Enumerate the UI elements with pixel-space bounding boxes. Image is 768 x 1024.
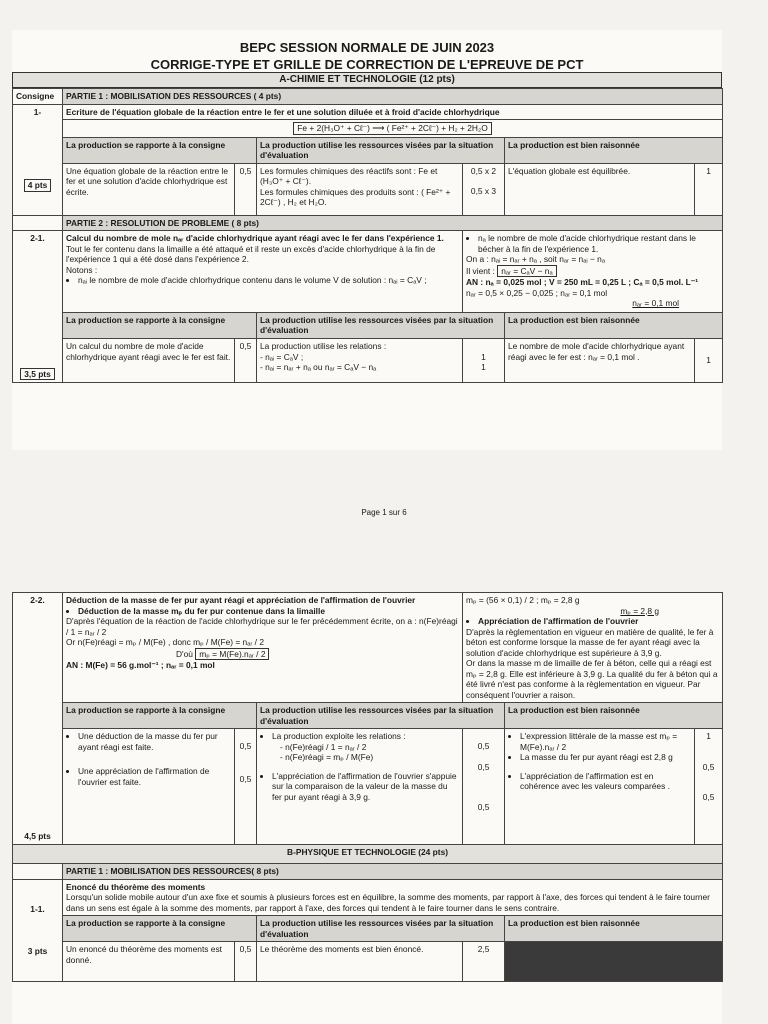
q21-raisonnee-pts: 1 (695, 339, 723, 383)
partie1-header: PARTIE 1 : MOBILISATION DES RESSOURCES ( 4 pts) (63, 89, 723, 105)
col-consigne: La production se rapporte à la consigne (63, 137, 257, 163)
q1-ressources-text: Les formules chimiques des réactifs sont : Fe et (H₃O⁺ + Cℓ⁻). Les formules chimiques des produits sont : ( Fe²⁺ + 2Cℓ⁻) , H₂ et H₂O. (257, 163, 463, 215)
q11-consigne-text: Un enoncé du théorème des moments est donné. (63, 942, 235, 982)
q21-raisonnee-text: Le nombre de mole d'acide chlorhydrique ayant réagi avec le fer est : nₐᵣ = 0,1 mol . (505, 339, 695, 383)
q22-ressources-pts: 0,5 0,5 0,5 (463, 729, 505, 845)
document-title: BEPC SESSION NORMALE DE JUIN 2023 (239, 40, 495, 55)
page-number: Page 1 sur 6 (361, 508, 407, 517)
q1-title: Ecriture de l'équation globale de la réaction entre le fer et une solution diluée et à froid d'acide chlorhydrique (63, 104, 723, 120)
q1-consigne-text: Une équation globale de la réaction entre le fer et une solution d'acide chlorhydrique est écrite. (63, 163, 235, 215)
partie2-header: PARTIE 2 : RESOLUTION DE PROBLEME ( 8 pts) (63, 215, 723, 231)
q21-consigne-pts: 0,5 (235, 339, 257, 383)
col-consigne-4: La production se rapporte à la consigne (63, 916, 257, 942)
partieB1-header: PARTIE 1 : MOBILISATION DES RESSOURCES( 8 pts) (63, 864, 723, 880)
q22-points: 4,5 pts (24, 830, 51, 841)
q21-ressources-text: La production utilise les relations : - nₐᵢ = CₐV ; - nₐᵢ = nₐᵣ + nₐ ou nₐᵣ = CₐV − nₐ (257, 339, 463, 383)
q1-raisonnee-pts: 1 (695, 163, 723, 215)
q11-ressources-pts: 2,5 (463, 942, 505, 982)
col-consigne-3: La production se rapporte à la consigne (63, 703, 257, 729)
q21-number: 2-1. 3,5 pts (13, 231, 63, 383)
q22-right-block: mₚ = (56 × 0,1) / 2 ; mₚ = 2,8 g mₚ = 2,8 g • Appréciation de l'affirmation de l'ouvrier D'après la règlementation en vigueur en matière de qualité, le fer à béton est conforme lorsque la masse de fer ayant réagi avec la solution d'acide chlorhydrique est supérieure à 3,9 g. Or dans la masse m de limaille de fer à béton, celle qui a réagi est mₚ = 2,8 g. Elle est inférieure à 3,9 g. La qualité du fer à béton qui a été livré n'est pas conforme à la règlementation en vigueur. Par conséquent l'ouvrier a raison. (463, 593, 723, 703)
q11-number: 1-1. 3 pts (13, 879, 63, 982)
q21-points: 3,5 pts (20, 368, 55, 381)
q21-boxed-formula: nₐᵣ = CₐV − nₐ (497, 265, 556, 278)
q1-points: 4 pts (24, 179, 52, 192)
col-ressources-2: La production utilise les ressources visées par la situation d'évaluation (257, 312, 505, 338)
q22-number: 2-2. 4,5 pts (13, 593, 63, 845)
q1-ressources-pts: 0,5 x 2 0,5 x 3 (463, 163, 505, 215)
q22-ressources-text: • La production exploite les relations : - n(Fe)réagi / 1 = nₐᵣ / 2 - n(Fe)réagi = mₚ / M(Fe) • L'appréciation de l'affirmation de l'ouvrier s'appuie sur la comparaison de la valeur de la masse du fer pur ayant réagi à 3,9 g. (257, 729, 463, 845)
q21-consigne-text: Un calcul du nombre de mole d'acide chlorhydrique ayant réagi avec le fer est fait. (63, 339, 235, 383)
q22-boxed-formula: mₚ = M(Fe).nₐᵣ / 2 (195, 648, 269, 661)
q21-right-block: • nₐ le nombre de mole d'acide chlorhydrique restant dans le bécher à la fin de l'expérience 1. On a : nₐᵢ = nₐᵣ + nₐ , soit nₐᵣ = nₐᵢ − nₐ Il vient : nₐᵣ = CₐV − nₐ AN : nₐ = 0,025 mol ; V = 250 mL = 0,25 L ; Cₐ = 0,5 mol. L⁻¹ nₐᵣ = 0,5 × 0,25 − 0,025 ; nₐᵣ = 0,1 mol nₐᵣ = 0,1 mol (463, 231, 723, 313)
col-consigne-2: La production se rapporte à la consigne (63, 312, 257, 338)
col-raisonnee-3: La production est bien raisonnée (505, 703, 723, 729)
q22-raisonnee-text: • L'expression littérale de la masse est mₚ = M(Fe).nₐᵣ / 2 • La masse du fer pur ayant réagi est 2,8 g • L'appréciation de l'affirmation est en cohérence avec les valeurs comparées . (505, 729, 695, 845)
q22-raisonnee-pts: 1 0,5 0,5 (695, 729, 723, 845)
grid-page1 (12, 88, 723, 383)
q21-left-block: Calcul du nombre de mole nₐᵣ d'acide chlorhydrique ayant réagi avec le fer dans l'expérience 1. Tout le fer contenu dans la limaille a été attaqué et il reste un excès d'acide chlorhydrique à la fin de l'expérience 1 qui a été dosé dans l'expérience 2. Notons : • nₐᵢ le nombre de mole d'acide chlorhydrique contenu dans le volume V de solution : nₐᵢ = CₐV ; (63, 231, 463, 313)
col-ressources-3: La production utilise les ressources visées par la situation d'évaluation (257, 703, 505, 729)
q1-consigne-pts: 0,5 (235, 163, 257, 215)
q22-consigne-text: • Une déduction de la masse du fer pur ayant réagi est faite. • Une appréciation de l'affirmation de l'ouvrier est faite. (63, 729, 235, 845)
q11-block: Enoncé du théorème des moments Lorsqu'un solide mobile autour d'un axe fixe et soumis à plusieurs forces est en équilibre, la somme des moments, par rapport à l'axe, des forces qui tendent à le faire tourner dans un sens est égale à la somme des moments, par rapport à l'axe, des forces qui tendent à le faire tourner dans le sens contraire. (63, 879, 723, 916)
q11-ressources-text: Le théorème des moments est bien énoncé. (257, 942, 463, 982)
col-raisonnee: La production est bien raisonnée (505, 137, 723, 163)
q11-raisonnee-shaded (505, 942, 723, 982)
section-b-header: B-PHYSIQUE ET TECHNOLOGIE (24 pts) (13, 845, 723, 864)
consigne-label: Consigne (13, 89, 63, 105)
page-2 (12, 592, 722, 1024)
section-a-header: A-CHIMIE ET TECHNOLOGIE (12 pts) (12, 72, 722, 88)
col-ressources: La production utilise les ressources visées par la situation d'évaluation (257, 137, 505, 163)
col-ressources-4: La production utilise les ressources visées par la situation d'évaluation (257, 916, 505, 942)
document-subtitle: CORRIGE-TYPE ET GRILLE DE CORRECTION DE L'EPREUVE DE PCT (150, 57, 584, 72)
q11-consigne-pts: 0,5 (235, 942, 257, 982)
page-1 (12, 30, 722, 450)
q21-ressources-pts: 1 1 (463, 339, 505, 383)
grid-page2 (12, 592, 723, 982)
col-raisonnee-4: La production est bien raisonnée (505, 916, 723, 942)
q1-equation: Fe + 2(H₃O⁺ + Cℓ⁻) ⟶ ( Fe²⁺ + 2Cℓ⁻) + H₂ + 2H₂O (293, 122, 491, 135)
q22-consigne-pts: 0,5 0,5 (235, 729, 257, 845)
q1-number: 1- 4 pts (13, 104, 63, 215)
q22-left-block: Déduction de la masse de fer pur ayant réagi et appréciation de l'affirmation de l'ouvrier • Déduction de la masse mₚ du fer pur contenue dans la limaille D'après l'équation de la réaction de l'acide chlorhydrique sur le fer précédemment écrite, on a : n(Fe)réagi / 1 = nₐᵣ / 2 Or n(Fe)réagi = mₚ / M(Fe) , donc mₚ / M(Fe) = nₐᵣ / 2 D'où mₚ = M(Fe).nₐᵣ / 2 AN : M(Fe) = 56 g.mol⁻¹ ; nₐᵣ = 0,1 mol (63, 593, 463, 703)
q11-points: 3 pts (27, 946, 48, 956)
q1-raisonnee-text: L'équation globale est équilibrée. (505, 163, 695, 215)
col-raisonnee-2: La production est bien raisonnée (505, 312, 723, 338)
